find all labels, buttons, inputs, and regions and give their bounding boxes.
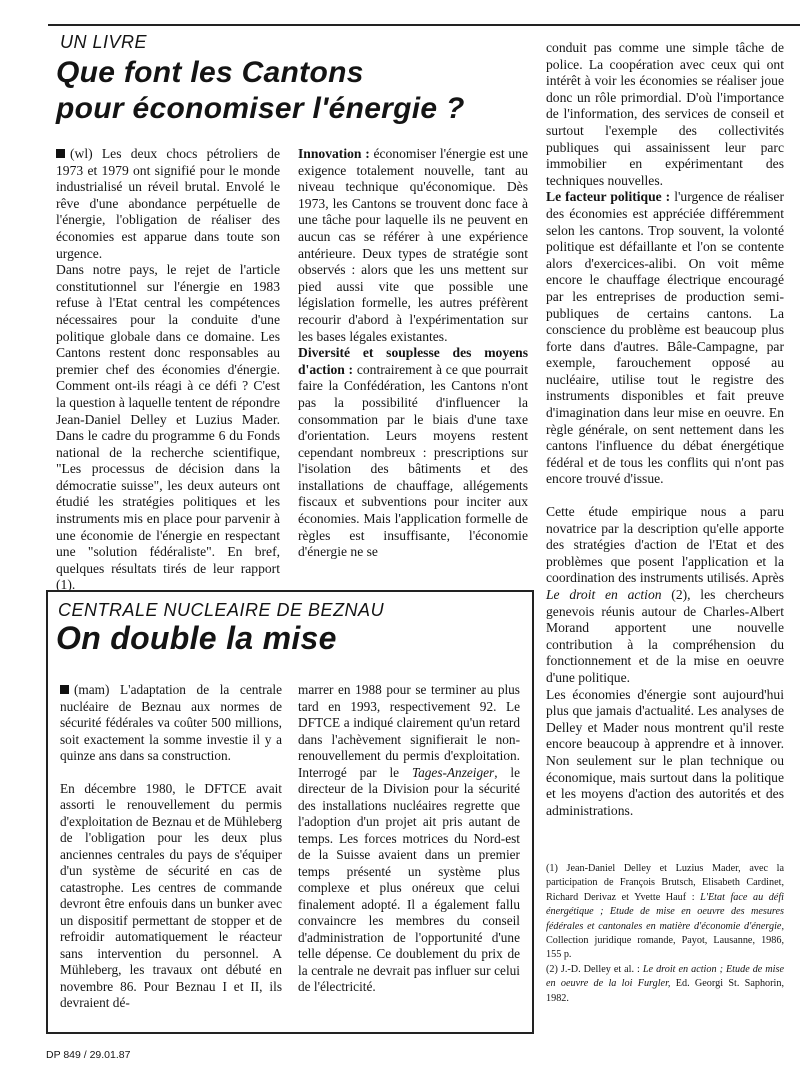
footnote-2: (2) J.-D. Delley et al. : Le droit en action ; Etude de mise en oeuvre de la loi Furgler, Ed. Georgi St. Saphorin, 1982. [546, 963, 784, 1004]
box-kicker: CENTRALE NUCLEAIRE DE BEZNAU [58, 600, 385, 620]
box-paragraph: En décembre 1980, le DFTCE avait assorti le renouvellement du permis d'exploitation de Beznau et de Mühleberg de l'obligation pour les deux plus anciennes centrales du pays de s'équiper d'un système de sécurité en cas de catastrophe. Les centres de commande devront être enfouis dans un bunker avec un dispositif permettant de stopper et de refroidir automatiquement le réacteur sans intervention du personnel. A Mühleberg, les travaux ont débuté en novembre 86. Pour Beznau I et II, ils devraient dé- [60, 780, 282, 1010]
box-paragraph: (mam) L'adaptation de la centrale nucléaire de Beznau aux normes de sécurité fédérales va coûter 500 millions, soit exactement la somme investie il y a quinze ans dans sa construction. [60, 682, 282, 763]
article-column-3 [546, 40, 784, 819]
article-paragraph: conduit pas comme une simple tâche de police. La coopération avec ceux qui ont intérêt à voir les économies se réaliser joue donc un rôle primordial. D'où l'importance de l'information, des services de conseil et surtout l'exemple des collectivités publiques qui assainissent leur parc immobilier en expérimentant des techniques nouvelles. [546, 40, 784, 188]
box-paragraph: marrer en 1988 pour se terminer au plus tard en 1993, respectivement 92. Le DFTCE a indiqué clairement qu'un retard dans l'achèvement signifierait le non-renouvellement du permis d'exploitation. Interrogé par le Tages-Anzeiger, le directeur de la Division pour la sécurité des installations nucléaires regrette que l'adoption d'un projet ait pris autant de temps. Les forces motrices du Nord-est de la Suisse avaient dans un premier temps présenté un système plus complexe et plus onéreux que celui finalement adopté. Il a également fallu convaincre les membres du conseil d'administration de l'opportunité d'une telle dépense. Ce doublement du prix de la centrale ne devrait pas influer sur celui de l'électricité. [298, 682, 521, 994]
box-column-2 [298, 682, 520, 996]
article-title-line-2: pour économiser l'énergie ? [56, 92, 465, 125]
article-column-2 [298, 146, 528, 561]
article-paragraph: Les économies d'énergie sont aujourd'hui plus que jamais d'actualité. Les analyses de Delley et Mader nous montrent qu'il reste encore beaucoup à apprendre et à innover. Non seulement sur le plan technique ou économique, mais surtout dans la politique et les moyens d'action des autorités et des administrations. [546, 686, 784, 818]
page-footer: DP 849 / 29.01.87 [46, 1049, 131, 1061]
subhead-innovation: Innovation : [298, 146, 370, 161]
bullet-square-icon [60, 685, 69, 694]
article-column-1 [56, 146, 280, 594]
article-paragraph: Innovation : économiser l'énergie est une exigence totalement nouvelle, tant au niveau technique qu'économique. Dès 1973, les Cantons se trouvent donc face à une tâche pour laquelle ils ne peuvent en aucun cas se référer à une expérience antérieure. Deux types de stratégie sont observés : alors que les uns mettent sur pied aussi vite que possible une législation formelle, les autres préfèrent recourir d'abord à l'expérimentation sur les bases légales existantes. [298, 146, 528, 344]
bullet-square-icon [56, 149, 65, 158]
article-paragraph: Diversité et souplesse des moyens d'action : contrairement à ce que pourrait faire la Confédération, les Cantons n'ont pas la possibilité d'influencer la consommation par le biais d'une taxe d'orientation. Leurs moyens restent cependant nombreux : prescriptions sur l'isolation des bâtiments et des installations de chauffage, allégements fiscaux et subventions pour inciter aux économies. Mais l'application formelle de règles est insuffisante, l'économie d'énergie ne se [298, 345, 528, 560]
article-paragraph: Le facteur politique : l'urgence de réaliser des économies est appréciée différemment selon les cantons. Trop souvent, la volonté politique est défaillante et l'on se contente alors d'exercices-alibi. On voit même encore le chauffage électrique encouragé par les entreprises de production semi-publiques de certains cantons. La conscience du problème est beaucoup plus forte dans d'autres. Bâle-Campagne, par exemple, farouchement opposé au nucléaire, utilise tout le registre des instruments disponibles et fait preuve d'imagination dans leur mise en oeuvre. En règle générale, on sent nettement dans les cantons l'influence du débat énergétique fédéral et de tous les conflits qui n'ont pas encore trouvé d'issue. [546, 189, 784, 487]
beznau-box [46, 590, 534, 1034]
box-title: On double la mise [56, 620, 337, 656]
article-paragraph: (wl) Les deux chocs pétroliers de 1973 et 1979 ont signifié pour le monde industrialisé un réveil brutal. Envolé le rêve d'une abondance perpétuelle de l'énergie, l'obligation de réaliser des économies est apparue dans toute son urgence. [56, 146, 280, 261]
footnotes [546, 862, 784, 1006]
box-column-1 [60, 682, 282, 1012]
article-paragraph: Dans notre pays, le rejet de l'article constitutionnel sur l'énergie en 1983 refuse à l'Etat central les compétences nécessaires pour la conduite d'une politique globale dans ce domaine. Les Cantons restent donc responsables au premier chef des économies d'énergie. Comment ont-ils réagi à ce défi ? C'est la question à laquelle tentent de répondre Jean-Daniel Delley et Luzius Mader. Dans le cadre du programme 6 du Fonds national de la recherche scientifique, "Les processus de décision dans la démocratie suisse", les deux auteurs ont étudié les stratégies politiques et les instruments mis en place pour parvenir à une économie de l'énergie en respectant une "solution fédéraliste". En bref, quelques résultats tirés de leur rapport (1). [56, 262, 280, 593]
footnote-1: (1) Jean-Daniel Delley et Luzius Mader, avec la participation de François Brutsch, Elisabeth Cardinet, Richard Derivaz et Yvette Hauf : L'Etat face au défi énergétique ; Etude de mise en oeuvre des mesures fédérales et cantonales en matière d'économie d'énergie, Collection juridique romande, Payot, Lausanne, 1986, 155 p. [546, 863, 784, 961]
article-kicker: UN LIVRE [60, 32, 148, 52]
subhead-facteur-politique: Le facteur politique : [546, 189, 671, 205]
subhead-diversite: Diversité et souplesse des moyens d'action : [298, 345, 528, 377]
top-rule [48, 24, 800, 26]
article-title-line-1: Que font les Cantons [56, 56, 364, 89]
article-paragraph: Cette étude empirique nous a paru novatrice par la description qu'elle apporte des stratégies d'action de l'Etat et des problèmes que posent l'application et la coordination des instruments utilisés. Après Le droit en action (2), les chercheurs genevois réunis autour de Charles-Albert Morand apportent une nouvelle contribution à la compréhension du fonctionnement et de la mise en oeuvre d'une politique. [546, 504, 784, 685]
